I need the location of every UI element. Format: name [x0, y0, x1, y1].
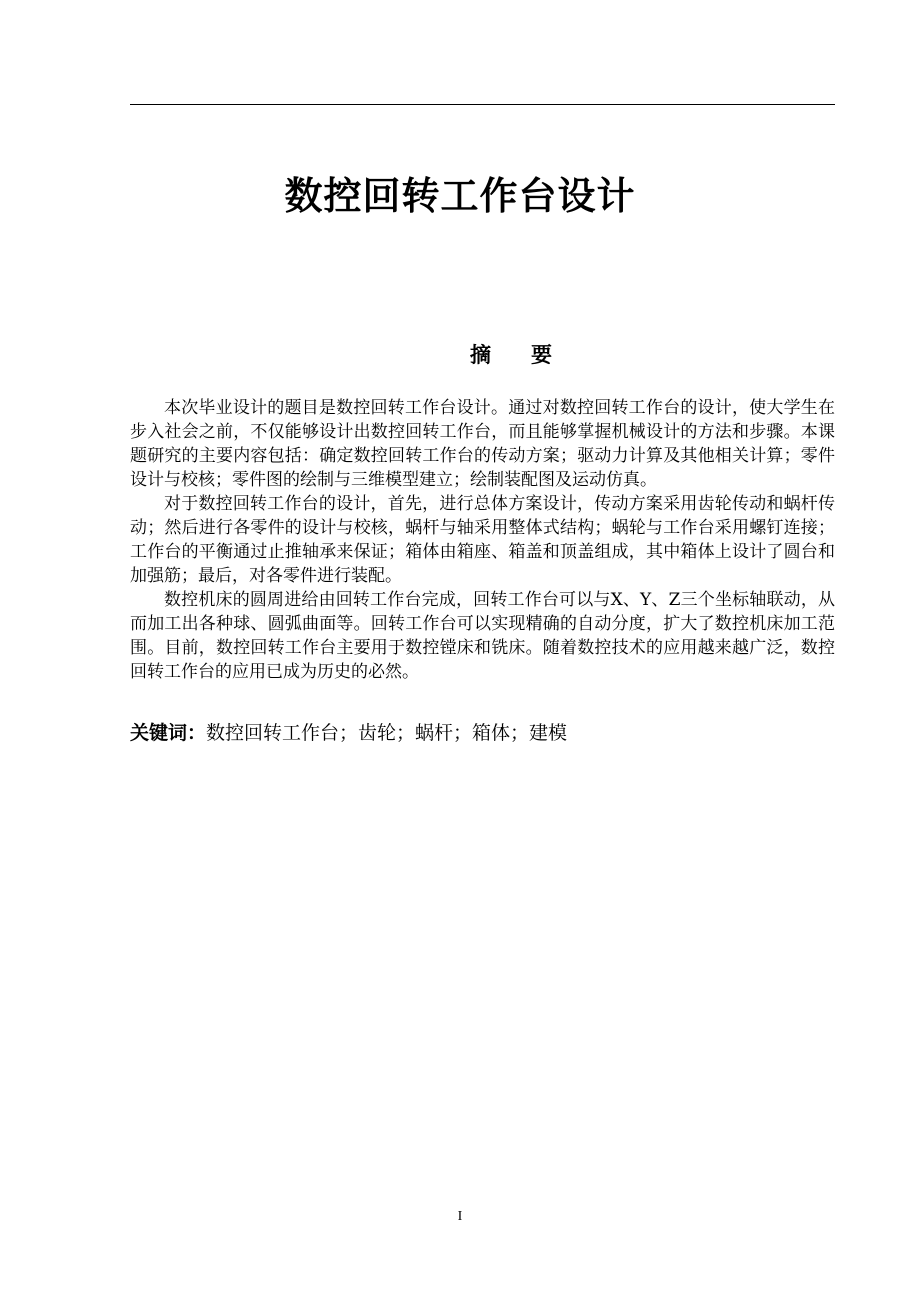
abstract-body [130, 396, 835, 684]
keywords-line [130, 720, 835, 746]
header-rule [130, 104, 835, 105]
page-number: I [457, 1209, 463, 1224]
abstract-paragraph-1: 本次毕业设计的题目是数控回转工作台设计。通过对数控回转工作台的设计，使大学生在步入社会之前，不仅能够设计出数控回转工作台，而且能够掌握机械设计的方法和步骤。本课题研究的主要内容包括：确定数控回转工作台的传动方案；驱动力计算及其他相关计算；零件设计与校核；零件图的绘制与三维模型建立；绘制装配图及运动仿真。 [130, 398, 835, 490]
document-title: 数控回转工作台设计 [284, 174, 636, 218]
abstract-heading: 摘要 [470, 343, 592, 367]
keywords-label: 关键词： [130, 722, 207, 744]
keywords-text: 数控回转工作台；齿轮；蜗杆；箱体；建模 [206, 722, 568, 744]
abstract-paragraph-3: 数控机床的圆周进给由回转工作台完成，回转工作台可以与X、Y、Z三个坐标轴联动，从而加工出各种球、圆弧曲面等。回转工作台可以实现精确的自动分度，扩大了数控机床加工范围。目前，数控回转工作台主要用于数控镗床和铣床。随着数控技术的应用越来越广泛，数控回转工作台的应用已成为历史的必然。 [130, 590, 835, 682]
abstract-paragraph-2: 对于数控回转工作台的设计，首先，进行总体方案设计，传动方案采用齿轮传动和蜗杆传动；然后进行各零件的设计与校核，蜗杆与轴采用整体式结构；蜗轮与工作台采用螺钉连接；工作台的平衡通过止推轴承来保证；箱体由箱座、箱盖和顶盖组成，其中箱体上设计了圆台和加强筋；最后，对各零件进行装配。 [130, 494, 835, 586]
